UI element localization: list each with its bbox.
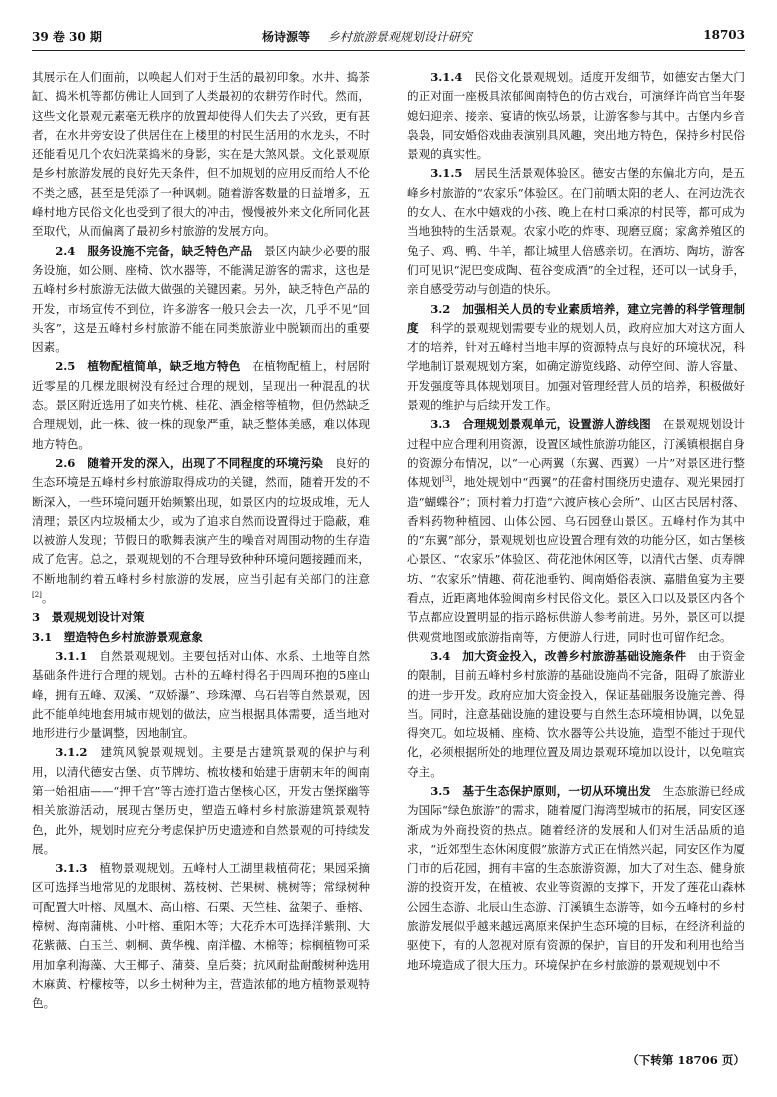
citation-2: [2]	[32, 591, 42, 600]
section-2-6-body: 良好的生态环境是五峰村乡村旅游取得成功的关键，然而，随着开发的不断深入，一些环境问题开始频繁出现，如景区内的垃圾成堆，无人清理；景区内垃圾桶太少，或为了追求自然而设置得过于隐蔽，难以被游人发现；节假日的歌舞表演产生的噪音对周围动物的生存造成了危害。总之，景观规划的不合理导致种种环境问题接踵而来，不断地制约着五峰村乡村旅游的发展，应当引起有关部门的注意	[32, 455, 370, 586]
section-3-1-5-body: 居民生活景观体验区。德安古堡的东偏北方向，是五峰乡村旅游的“农家乐”体验区。在门前晒太阳的老人、在河边洗衣的女人、在水中嬉戏的小孩、晚上在村口乘凉的村民等，都可成为当地独特的生活景观。农家小吃的炸枣、现磨豆腐；家禽养殖区的兔子、鸡、鸭、牛羊，都让城里人倍感亲切。在酒坊、陶坊，游客们可见识“泥巴变成陶、苞谷变成酒”的全过程，还可以一试身手，亲自感受劳动与创造的快乐。	[407, 166, 745, 297]
section-3-1-1-number: 3.1.1	[55, 648, 88, 663]
right-column	[407, 68, 745, 975]
section-3-3-body-b: ，地处规划中“西翼”的茌畲村围绕历史遗存、观光果园打造“蝴蝶谷”；顶村着力打造“六渡庐核心会所”、山区古民居村落、香料药物种植园、山体公园、乌石园登山景区。五峰村作为其中的“东翼”部分，景观规划也应设置合理有效的功能分区，如古堡核心景区、“农家乐”体验区、荷花池休闲区等，以清代古堡、贞寿牌坊、“农家乐”情趣、荷花池垂钓、闽南婚俗表演、嘉腊鱼宴为主要看点，近距离地体验闽南乡村民俗文化。景区入口以及景区内各个节点都应设置明显的指示路标供游人参考前进。另外，景区可以提供观赏地图或旅游指南等，方便游人行进，同时也可留作纪念。	[407, 475, 745, 644]
section-3-5-body: 生态旅游已经成为国际“绿色旅游”的需求，随着厦门海湾型城市的拓展，同安区逐渐成为外商投资的热点。随着经济的发展和人们对生活品质的追求，“近郊型生态休闲度假”旅游方式正在悄然兴起，同安区作为厦门市的后花园，拥有丰富的生态旅游资源，加大了对生态、健身旅游的投资开发，在植被、农业等资源的支撑下，开发了莲花山森林公园生态游、北辰山生态游、汀溪镇生态游等，如今五峰村的乡村旅游发展似乎越来越远离原来保护生态环境的目标，在经济利益的驱使下，有的人忽视对原有资源的保护，盲目的开发和利用也给当地环境造成了很大压力。环境保护在乡村旅游的景观规划中不	[407, 783, 745, 972]
section-3-1-4-number: 3.1.4	[430, 70, 463, 84]
section-3-4	[407, 647, 745, 782]
section-3-1-1-body: 自然景观规划。主要包括对山体、水系、土地等自然基础条件进行合理的规划。古朴的五峰村得名于四周环抱的5座山峰，拥有五峰、双溪、“双娇瀑”、珍珠潭、乌石岩等自然景观，因此不能单纯地套用城市规划的做法，应当根据具体需要，适当地对地形进行少量调整，因地制宜。	[32, 648, 370, 741]
section-3-1-2-body: 建筑风貌景观规划。主要是古建筑景观的保护与利用，以清代德安古堡、贞节牌坊、梳妆楼和始建于唐朝末年的闽南第一始祖庙——“押千宫”等古迹打造古堡核心区，开发古堡探幽等相关旅游活动，展现古堡历史，塑造五峰村乡村旅游建筑景观特色，此外，规划时应充分考虑保护历史遗迹和自然景观的可持续发展。	[32, 745, 370, 856]
section-3-1-4	[407, 68, 745, 164]
section-3-1-2	[32, 743, 370, 859]
section-3-1-3-body: 植物景观规划。五峰村人工湖里栽植荷花；果园采摘区可选择当地常见的龙眼树、荔枝树、芒果树、桃树等；常绿树种可配置大叶榕、凤凰木、高山榕、石栗、天竺桂、盆架子、垂榕、樟树、海南蒲桃、小叶榕、重阳木等；大花乔木可选择洋紫荆、大花紫薇、白玉兰、刺桐、黄华槐、南洋楹、木棉等；棕榈植物可采用加拿利海藻、大王椰子、蒲葵、皇后葵；抗风耐盐耐酸树种选用木麻黄、柠檬桉等，以乡土树种为主，营造浓郁的地方植物景观特色。	[32, 861, 370, 1011]
journal-volume: 39 卷 30 期	[32, 30, 102, 44]
section-2-4	[32, 242, 370, 358]
section-3-1-3-number: 3.1.3	[55, 861, 88, 876]
citation-3: [3]	[442, 475, 453, 484]
running-header	[32, 24, 745, 51]
header-center	[262, 28, 472, 45]
section-2-6-tail: 。	[41, 591, 54, 606]
section-3-5	[407, 782, 745, 975]
section-3-5-heading: 3.5 基于生态保护原则，一切从环境出发	[430, 783, 651, 798]
section-2-5-heading: 2.5 植物配植简单，缺乏地方特色	[55, 359, 241, 374]
section-3-2-heading: 3.2 加强相关人员的专业素质培养，建立完善的科学管理制度	[407, 301, 745, 335]
paragraph-intro: 其展示在人们面前，以唤起人们对于生活的最初印象。水井、捣茶缸、捣米机等都仿佛让人回到了人类最初的农耕劳作时代。然而，这些文化景观元素毫无秩序的放置却使得人们失去了兴致，更有甚者，在水井旁安设了供居住在上楼里的村民生活用的水龙头，不时还能看见几个农妇洗菜捣米的身影，实在是大煞风景。文化景观原是乡村旅游发展的良好先天条件，但不加规划的应用反而给人不伦不类之感，甚至是凭添了一种讽刺。随着游客数量的日益增多，五峰村地方民俗文化也受到了很大的冲击，慢慢被外来文化所同化甚至取代，从而偏离了最初乡村旅游的发展方向。	[32, 70, 370, 239]
section-3-1-heading: 3.1 塑造特色乡村旅游景观意象	[32, 629, 203, 644]
section-3-3-heading: 3.3 合理规划景观单元，设置游人游线图	[430, 417, 651, 432]
section-3-1-4-body: 民俗文化景观规划。适度开发细节，如德安古堡大门的正对面一座极具浓郁闽南特色的仿古戏台，可演绎许尚官当年娶媳妇迎亲、接亲、宴请的恢弘场景，让游客参与其中。古堡内乡音袅袅，同安婚俗戏曲表演别具风趣，突出地方特色，保持乡村民俗景观的真实性。	[407, 70, 745, 162]
header-authors: 杨诗源等	[262, 30, 311, 44]
continued-note: （下转第 18706 页）	[627, 1053, 745, 1067]
section-2-6-heading: 2.6 随着开发的深入，出现了不同程度的环境污染	[55, 455, 324, 470]
section-3-1-5-number: 3.1.5	[430, 166, 463, 181]
section-3-1-2-number: 3.1.2	[55, 745, 88, 760]
section-3-3	[407, 415, 745, 647]
section-3-2	[407, 300, 745, 416]
section-2-5	[32, 357, 370, 453]
section-2-4-heading: 2.4 服务设施不完备，缺乏特色产品	[55, 243, 253, 258]
section-3-1-1	[32, 647, 370, 743]
section-3-4-heading: 3.4 加大资金投入，改善乡村旅游基础设施条件	[430, 648, 687, 663]
section-3-1-5	[407, 164, 745, 299]
left-column	[32, 68, 370, 1014]
section-3-heading: 3 景观规划设计对策	[32, 610, 145, 625]
section-3-3-body-a: 在景观规划设计过程中应合理利用资源，设置区域性旅游功能区，汀溪镇根据自身的资源分布情况，以“一心两翼（东翼、西翼）一片”对景区进行整体规划	[407, 417, 745, 490]
header-article-title: 乡村旅游景观规划设计研究	[327, 30, 472, 44]
section-2-5-body: 在植物配植上，村居附近零星的几棵龙眼树没有经过合理的规划，呈现出一种混乱的状态。景区附近选用了如夹竹桃、桂花、酒金榕等植物，但仍然缺乏合理规划，此一株、彼一株的现象严重，缺乏整体美感，难以体现地方特色。	[32, 359, 370, 451]
section-3-1-3	[32, 859, 370, 1013]
section-3-2-body: 科学的景观规划需要专业的规划人员，政府应加大对这方面人才的培养，针对五峰村当地丰厚的资源特点与良好的环境状况，科学地制订景观规划方案，如确定游览线路、动停空间、游人容量、开发强度等具体规划项目。加强对管理经营人员的培养，积极做好景观的维护与后续开发工作。	[407, 320, 745, 413]
section-3-4-body: 由于资金的限制，目前五峰村乡村旅游的基础设施尚不完备，阻碍了旅游业的进一步开发。政府应加大资金投入，保证基础服务设施完善、得当。同时，注意基础设施的建设要与自然生态环境相协调，以免显得突兀。如垃圾桶、座椅、饮水器等公共设施，造型不能过于现代化，必须根据所处的地理位置及周边景观环境加以设计，以免喧宾夺主。	[407, 648, 745, 779]
page-number: 18703	[703, 28, 745, 42]
section-2-4-body: 景区内缺少必要的服务设施，如公厕、座椅、饮水器等，不能满足游客的需求，这也是五峰村乡村旅游无法做大做强的关键因素。另外，缺乏特色产品的开发，市场宣传不到位，许多游客一般只会去一次，几乎不见“回头客”，这是五峰村乡村旅游不能在同类旅游业中脱颖而出的重要因素。	[32, 243, 370, 355]
section-2-6	[32, 454, 370, 608]
